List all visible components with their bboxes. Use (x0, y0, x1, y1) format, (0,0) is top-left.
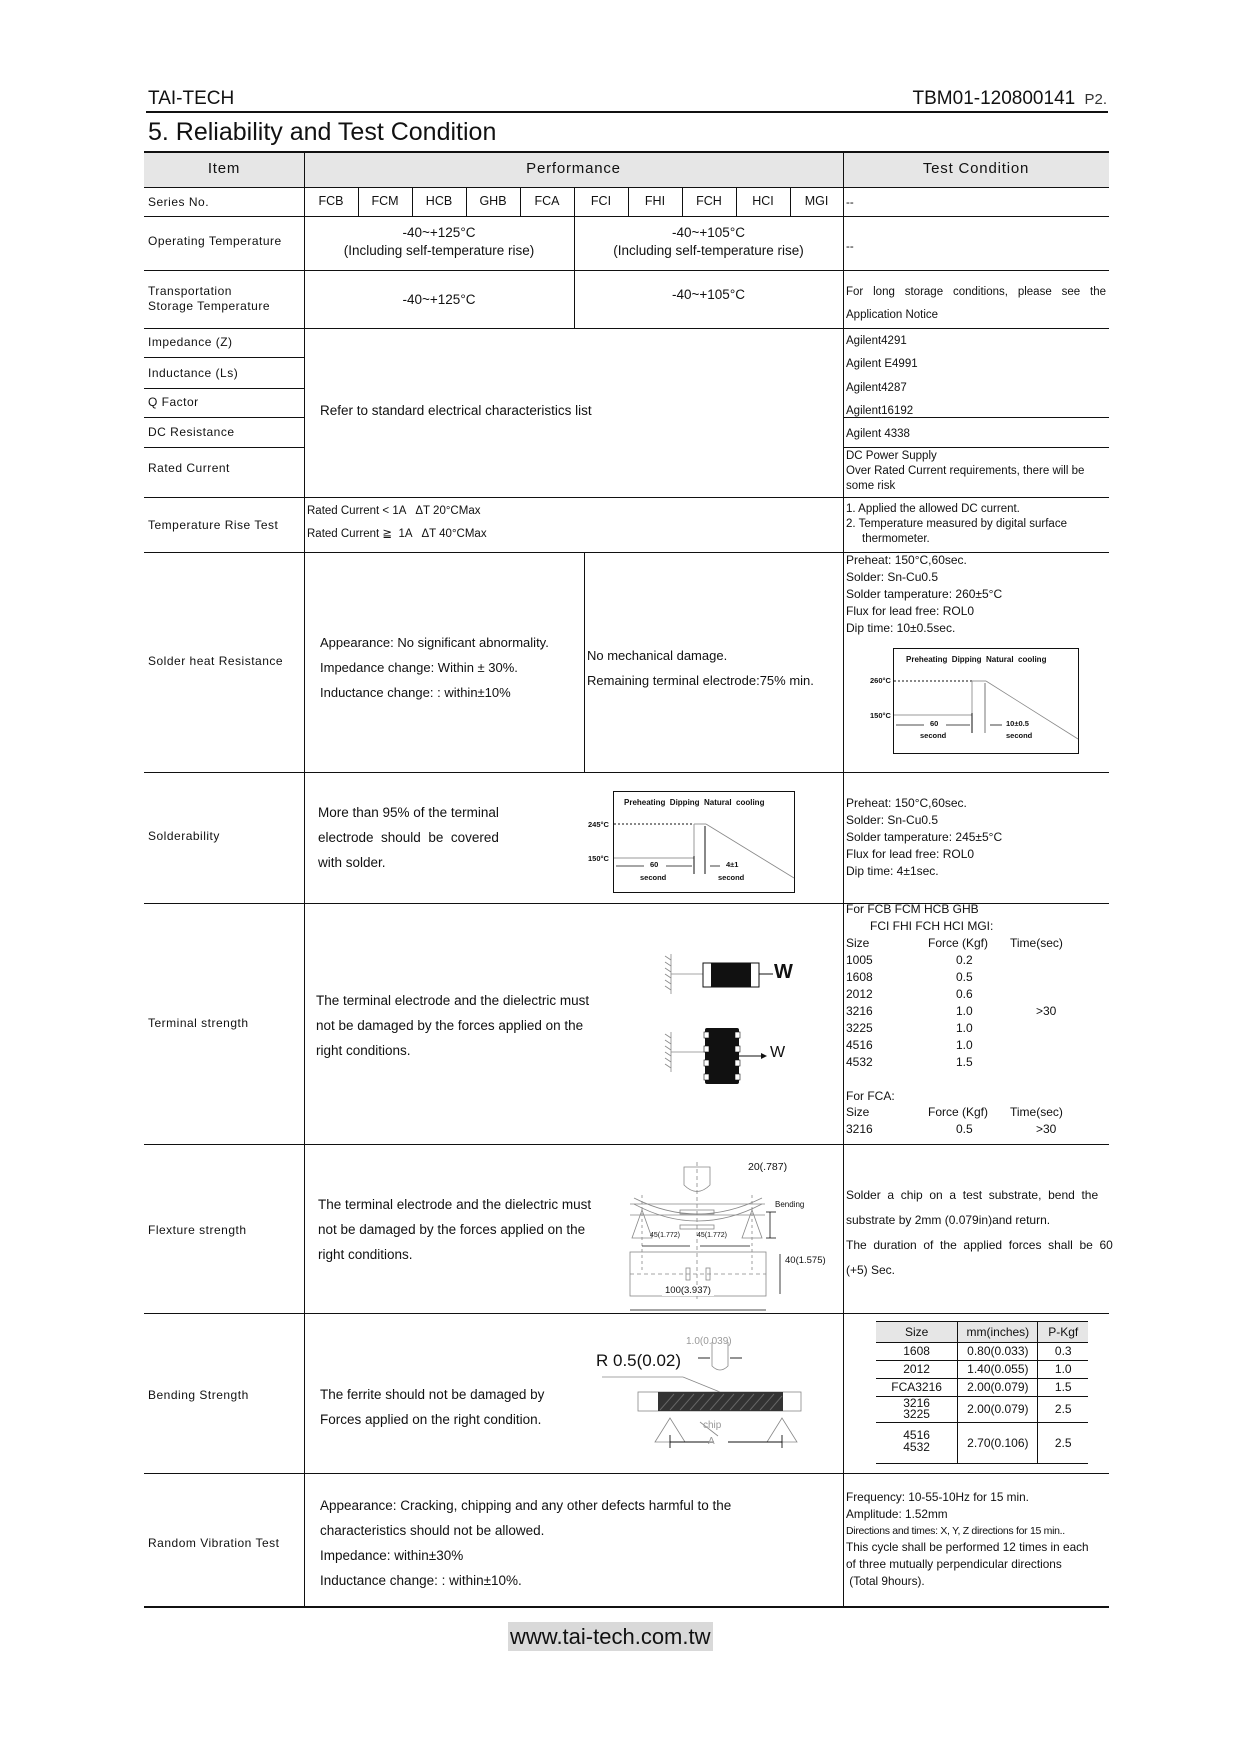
row-label-bending: Bending Strength (148, 1388, 249, 1402)
flexture-perf-line2: not be damaged by the forces applied on the (318, 1222, 586, 1237)
cell-force: 0.5 (956, 969, 973, 984)
bending-table-row (876, 1379, 1088, 1397)
series-fci: FCI (590, 194, 612, 208)
bending-tip-label: 1.0(0.039) (686, 1336, 732, 1347)
electrical-performance: Refer to standard electrical characteristics list (320, 403, 592, 418)
flexture-condition-line4: (+5) Sec. (846, 1263, 896, 1277)
temp-rise-condition-line3: thermometer. (862, 533, 930, 545)
cell-mm: 2.70(0.106) (958, 1423, 1038, 1463)
row-divider (144, 497, 1109, 498)
cell-mm: 1.40(0.055) (958, 1361, 1038, 1378)
series-fca: FCA (534, 194, 560, 208)
vibration-perf-line2: characteristics should not be allowed. (320, 1523, 545, 1538)
vibration-cycle: This cycle shall be performed 12 times in each (846, 1540, 1089, 1555)
series-mgi: MGI (804, 194, 829, 208)
terminal-condition-head1: For FCB FCM HCB GHB (846, 902, 979, 916)
cell-size (876, 1397, 958, 1422)
cell-size: 1608 (876, 1343, 958, 1360)
terminal-row (846, 969, 1096, 986)
cell-pkgf: 2.5 (1054, 1402, 1072, 1416)
cell-size-line2: 4532 (903, 1440, 930, 1454)
terminal-row (846, 1003, 1096, 1020)
fca-row (846, 1121, 1096, 1138)
col-size: Size (846, 935, 870, 950)
terminal-perf-line2: not be damaged by the forces applied on the (316, 1018, 584, 1033)
profile-phases: Preheating Dipping Natural cooling (906, 655, 1047, 664)
solderability-solder: Solder: Sn-Cu0.5 (846, 813, 939, 827)
cell-mm: 2.00(0.079) (958, 1379, 1038, 1396)
storage-temp-right: -40~+105°C (672, 287, 745, 302)
rated-condition-line1: DC Power Supply (846, 450, 937, 462)
row-label-transportation: Transportation (148, 284, 232, 298)
series-condition: -- (846, 197, 854, 209)
row-label-operating-temp: Operating Temperature (148, 234, 282, 248)
col-divider (584, 552, 585, 772)
q-factor-condition: Agilent4287 (846, 382, 907, 394)
solder-heat-remaining: Remaining terminal electrode:75% min. (587, 673, 814, 688)
profile-duration-1-unit: second (920, 731, 947, 740)
bending-table-row (876, 1423, 1088, 1464)
cell-force: 0.6 (956, 986, 973, 1001)
profile-duration-2-unit: second (1006, 731, 1033, 740)
terminal-row (846, 1020, 1096, 1037)
row-divider (144, 270, 1109, 271)
flexture-height-label: 40(1.575) (785, 1255, 826, 1266)
row-label-rated-current: Rated Current (148, 461, 230, 475)
row-divider (144, 772, 1109, 773)
row-label-q-factor: Q Factor (148, 395, 199, 409)
solderability-temperature: Solder tamperature: 245±5°C (846, 830, 1003, 844)
solderability-perf-line3: with solder. (318, 855, 386, 870)
storage-condition-line2: Application Notice (846, 309, 939, 321)
flexture-perf (318, 1192, 591, 1267)
temp-rise-condition-line1: 1. Applied the allowed DC current. (846, 503, 1020, 515)
series-hcb: HCB (425, 194, 453, 208)
terminal-strength-condition (846, 901, 1096, 1138)
row-label-solder-heat: Solder heat Resistance (148, 654, 284, 668)
solder-heat-profile-diagram (870, 648, 1079, 754)
solder-heat-dip-time: Dip time: 10±0.5sec. (846, 621, 956, 635)
solderability-flux: Flux for lead free: ROL0 (846, 847, 975, 861)
profile-duration-2: 4±1 (726, 860, 739, 869)
cell-time: >30 (1036, 1003, 1057, 1018)
section-title: 5. Reliability and Test Condition (148, 118, 497, 146)
bending-table-row (876, 1343, 1088, 1361)
bending-table (876, 1321, 1088, 1464)
vibration-condition (846, 1489, 1089, 1590)
solder-heat-temperature: Solder tamperature: 260±5°C (846, 587, 1003, 601)
row-label-flexture: Flexture strength (148, 1223, 247, 1237)
bending-perf-line2: Forces applied on the right condition. (320, 1412, 542, 1427)
cell-size-line1: 3216 (903, 1396, 930, 1410)
col-time: Time(sec) (1010, 1105, 1063, 1120)
row-divider (144, 357, 304, 358)
cell-size: 3216 (846, 1003, 873, 1018)
bending-col-size: Size (876, 1322, 958, 1342)
column-header-item: Item (207, 160, 241, 177)
solder-heat-flux: Flux for lead free: ROL0 (846, 604, 975, 618)
flexture-perf-line3: right conditions. (318, 1247, 413, 1262)
terminal-condition-head2: FCI FHI FCH HCI MGI: (870, 918, 994, 933)
col-divider (304, 151, 305, 1607)
terminal-table-header (846, 935, 1096, 952)
solder-heat-perf-right (587, 643, 814, 693)
solderability-condition (846, 795, 1002, 880)
row-label-solderability: Solderability (148, 829, 220, 843)
profile-duration-1: 60 (930, 719, 939, 728)
flexture-condition (846, 1183, 1113, 1283)
row-divider (144, 216, 1109, 217)
profile-duration-2: 10±0.5 (1006, 719, 1029, 728)
col-size: Size (846, 1105, 870, 1120)
storage-temp-condition (846, 281, 1106, 327)
op-temp-left-note: (Including self-temperature rise) (343, 243, 535, 258)
flexture-span-right: 45(1.772) (697, 1232, 727, 1239)
terminal-perf-line1: The terminal electrode and the dielectric must (316, 993, 590, 1008)
row-divider (144, 1313, 1109, 1314)
flexture-diagram-icon (620, 1160, 810, 1300)
series-fhi: FHI (644, 194, 666, 208)
storage-temp-left: -40~+125°C (402, 292, 476, 307)
row-divider (144, 328, 1109, 329)
cell-force: 1.0 (956, 1020, 973, 1035)
terminal-strength-perf (316, 988, 589, 1063)
cell-pkgf: 0.3 (1054, 1344, 1072, 1358)
table-bottom-rule (144, 1606, 1109, 1608)
series-hci: HCI (752, 194, 774, 208)
cell-pkgf: 1.0 (1054, 1362, 1072, 1376)
header-rule (146, 111, 1108, 113)
cell-size: 4516 (846, 1037, 873, 1052)
cell-size: 2012 (846, 986, 873, 1001)
row-divider (144, 1473, 1109, 1474)
op-temp-right-note: (Including self-temperature rise) (613, 243, 804, 258)
bending-span-label: A (708, 1436, 715, 1447)
profile-duration-2-unit: second (718, 873, 745, 882)
profile-phases: Preheating Dipping Natural cooling (624, 798, 765, 807)
bending-perf-line1: The ferrite should not be damaged by (320, 1387, 545, 1402)
table-top-rule (144, 151, 1109, 153)
profile-duration-1: 60 (650, 860, 659, 869)
company-name: TAI-TECH (148, 88, 235, 109)
solder-heat-solder: Solder: Sn-Cu0.5 (846, 570, 939, 584)
column-header-test-condition: Test Condition (922, 160, 1030, 177)
temp-rise-condition (846, 502, 1067, 547)
op-temp-right-value: -40~+105°C (672, 225, 745, 240)
solder-heat-condition (846, 552, 1002, 637)
terminal-row (846, 1054, 1096, 1071)
col-force: Force (Kgf) (928, 935, 989, 950)
cell-size-line1: 4516 (903, 1428, 930, 1442)
terminal-perf-line3: right conditions. (316, 1043, 411, 1058)
solder-heat-mechanical: No mechanical damage. (587, 648, 728, 663)
cell-size: 3216 (846, 1122, 873, 1137)
rated-current-instrument: Agilent 4338 (846, 428, 910, 440)
solder-heat-appearance: Appearance: No significant abnormality. (320, 635, 549, 650)
vibration-perf-line4: Inductance change: : within±10%. (320, 1573, 522, 1588)
page-number: P2. (1084, 91, 1107, 108)
flexture-perf-line1: The terminal electrode and the dielectric must (318, 1197, 592, 1212)
cell-force: 0.5 (956, 1122, 973, 1137)
terminal-row (846, 986, 1096, 1003)
spacer (846, 1071, 1096, 1088)
flexture-span-left: 45(1.772) (650, 1232, 680, 1239)
row-divider (144, 187, 1109, 188)
series-fcm: FCM (371, 194, 399, 208)
solder-heat-inductance: Inductance change: : within±10% (320, 685, 511, 700)
profile-high-temp: 260°C (870, 676, 891, 685)
inductance-condition: Agilent E4991 (846, 358, 918, 370)
col-time: Time(sec) (1010, 935, 1063, 950)
bending-table-header (876, 1321, 1088, 1343)
op-temp-left-value: -40~+125°C (402, 225, 476, 240)
bending-diagram-icon (590, 1330, 810, 1450)
vibration-perf-line1: Appearance: Cracking, chipping and any other defects harmful to the (320, 1498, 732, 1513)
row-label-vibration: Random Vibration Test (148, 1536, 280, 1550)
flexture-bending-label: Bending (775, 1200, 805, 1209)
storage-condition-line1: For long storage conditions, please see the (846, 286, 1106, 298)
cell-size: 1005 (846, 952, 873, 967)
bending-table-row (876, 1397, 1088, 1423)
flexture-condition-line1: Solder a chip on a test substrate, bend the (846, 1188, 1099, 1202)
vibration-amplitude: Amplitude: 1.52mm (846, 1506, 948, 1521)
solder-heat-impedance: Impedance change: Within ± 30%. (320, 660, 518, 675)
profile-duration-1-unit: second (640, 873, 667, 882)
cell-size: FCA3216 (876, 1379, 958, 1396)
solderability-perf-line2: electrode should be covered (318, 830, 499, 845)
vibration-total: (Total 9hours). (846, 1573, 925, 1588)
terminal-force-label-2: W (770, 1044, 786, 1061)
flexture-width-label: 100(3.937) (662, 1285, 714, 1296)
cell-size: 3225 (846, 1020, 873, 1035)
row-divider (144, 1144, 1109, 1145)
rated-condition-line3: some risk (846, 480, 896, 492)
cell-mm: 0.80(0.033) (958, 1343, 1038, 1360)
cell-pkgf: 1.5 (1054, 1380, 1072, 1394)
row-label-dc-resistance: DC Resistance (148, 425, 235, 439)
bending-chip-label: chip (703, 1420, 722, 1431)
row-divider (144, 388, 304, 389)
flexture-radius-label: 20(.787) (748, 1161, 788, 1173)
col-force: Force (Kgf) (928, 1105, 989, 1120)
terminal-row (846, 952, 1096, 969)
solderability-profile-diagram (588, 791, 795, 893)
terminal-force-label-1: W (774, 961, 793, 983)
col-divider (843, 151, 844, 1607)
vibration-frequency: Frequency: 10-55-10Hz for 15 min. (846, 1490, 1029, 1504)
bending-perf (320, 1382, 544, 1432)
vibration-perf-line3: Impedance: within±30% (320, 1548, 464, 1563)
temp-rise-perf-line2: Rated Current ≧ 1A ΔT 40°CMax (307, 528, 487, 540)
doc-id (913, 88, 1107, 110)
rated-condition-line2: Over Rated Current requirements, there will be (846, 465, 1085, 477)
bending-col-pkgf: P-Kgf (1048, 1325, 1079, 1339)
row-label-terminal-strength: Terminal strength (148, 1016, 249, 1030)
series-ghb: GHB (479, 194, 507, 208)
solderability-perf-line1: More than 95% of the terminal (318, 805, 499, 820)
cell-size: 4532 (846, 1054, 873, 1069)
solderability-perf (318, 800, 499, 875)
footer-url[interactable]: www.tai-tech.com.tw (510, 1624, 711, 1649)
cell-size-line2: 3225 (903, 1407, 930, 1421)
rated-current-condition (846, 449, 1084, 494)
temp-rise-perf-line1: Rated Current < 1A ΔT 20°CMax (307, 505, 481, 517)
fca-table-header (846, 1104, 1096, 1121)
cell-size: 2012 (876, 1361, 958, 1378)
op-temp-condition: -- (846, 241, 854, 253)
temp-rise-condition-line2: 2. Temperature measured by digital surface (846, 518, 1067, 530)
cell-pkgf: 2.5 (1054, 1436, 1072, 1450)
column-header-performance: Performance (526, 160, 621, 177)
flexture-condition-line3: The duration of the applied forces shall be 60 (846, 1238, 1113, 1252)
row-label-series: Series No. (148, 195, 210, 209)
series-fch: FCH (696, 194, 722, 208)
row-label-inductance: Inductance (Ls) (148, 366, 239, 380)
cell-size: 1608 (846, 969, 873, 984)
cell-size (876, 1423, 958, 1463)
solder-heat-preheat: Preheat: 150°C,60sec. (846, 553, 967, 567)
row-label-temp-rise: Temperature Rise Test (148, 518, 279, 532)
solderability-dip-time: Dip time: 4±1sec. (846, 864, 939, 878)
row-divider (144, 447, 304, 448)
row-divider (144, 417, 304, 418)
cell-force: 1.5 (956, 1054, 973, 1069)
doc-number: TBM01-120800141 (912, 88, 1076, 109)
cell-mm: 2.00(0.079) (958, 1397, 1038, 1422)
vibration-directions: Directions and times: X, Y, Z directions for 15 min.. (846, 1524, 1065, 1537)
bending-table-row (876, 1361, 1088, 1379)
vibration-perf (320, 1493, 731, 1593)
vibration-perpendicular: of three mutually perpendicular directions (846, 1557, 1062, 1572)
cell-time: >30 (1036, 1122, 1057, 1137)
profile-low-temp: 150°C (870, 711, 891, 720)
cell-force: 1.0 (956, 1037, 973, 1052)
solder-heat-perf-left (320, 630, 549, 705)
bending-radius-label: R 0.5(0.02) (596, 1351, 682, 1370)
row-divider (843, 447, 1109, 448)
impedance-condition: Agilent4291 (846, 335, 907, 347)
row-label-impedance: Impedance (Z) (148, 335, 233, 349)
profile-high-temp: 245°C (588, 820, 609, 829)
terminal-row (846, 1037, 1096, 1054)
fca-head: For FCA: (846, 1088, 895, 1103)
row-label-storage-temp: Storage Temperature (148, 299, 271, 313)
solderability-preheat: Preheat: 150°C,60sec. (846, 796, 967, 810)
cell-force: 1.0 (956, 1003, 973, 1018)
bending-col-mm: mm(inches) (958, 1322, 1038, 1342)
flexture-condition-line2: substrate by 2mm (0.079in)and return. (846, 1213, 1051, 1227)
profile-low-temp: 150°C (588, 854, 609, 863)
cell-force: 0.2 (956, 952, 973, 967)
dc-resistance-condition: Agilent16192 (846, 405, 914, 417)
series-fcb: FCB (318, 194, 344, 208)
